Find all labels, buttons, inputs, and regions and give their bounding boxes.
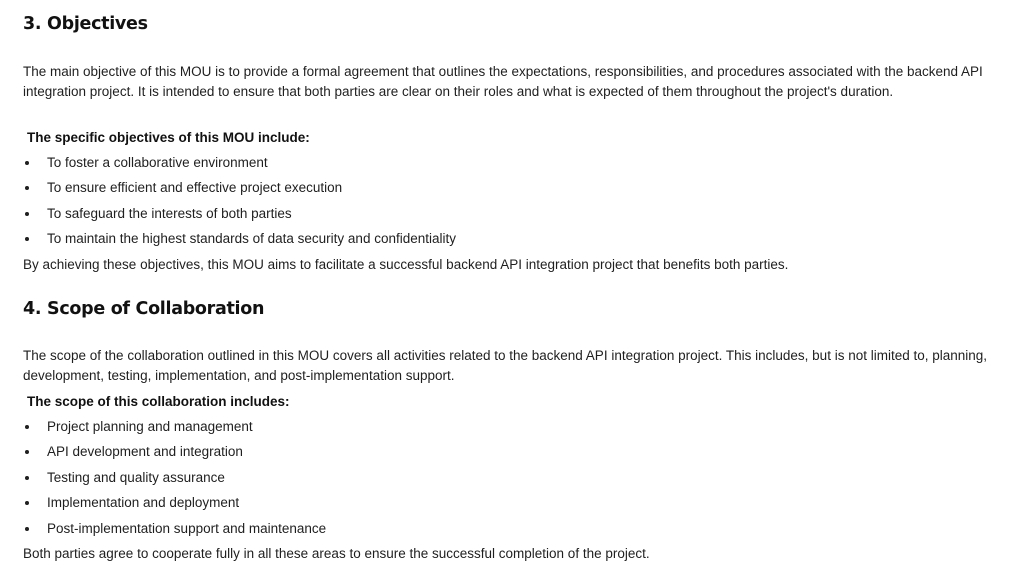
bullet-icon: [25, 186, 29, 190]
scope-subheading: The scope of this collaboration includes:: [27, 394, 290, 409]
list-item-text: To ensure efficient and effective project execution: [47, 180, 343, 196]
list-item: [23, 516, 998, 541]
list-item-text: To foster a collaborative environment: [47, 155, 268, 170]
bullet-icon: [25, 161, 29, 165]
list-item-text: Testing and quality assurance: [47, 469, 225, 485]
list-item-text: To maintain the highest standards of data security and confidentiality: [47, 231, 456, 247]
bullet-icon: [25, 237, 29, 241]
scope-conclusion-paragraph: Both parties agree to cooperate fully in all these areas to ensure the successful completion of the project.: [23, 546, 650, 561]
list-item-text: Project planning and management: [47, 419, 253, 434]
bullet-icon: [25, 212, 29, 216]
list-item-text: To safeguard the interests of both parties: [47, 205, 292, 221]
list-item: [23, 201, 998, 226]
list-item: [23, 175, 998, 200]
list-item: [23, 439, 998, 464]
scope-intro-paragraph: The scope of the collaboration outlined in this MOU covers all activities related to the backend API integration project. This includes, but is not limited to, planning, development, testing, implementation, and post-implementation support.: [23, 348, 988, 383]
list-item-text: API development and integration: [47, 444, 243, 460]
list-item: [23, 414, 998, 439]
bullet-icon: [25, 425, 29, 429]
list-item: [23, 465, 998, 490]
objectives-subheading: The specific objectives of this MOU include:: [27, 130, 310, 145]
objectives-intro-paragraph: The main objective of this MOU is to provide a formal agreement that outlines the expectations, responsibilities, and procedures associated with the backend API integration project. It is intended to ensure that both parties are clear on their roles and what is expected of them throughout the project's duration.: [23, 64, 983, 99]
bullet-icon: [25, 501, 29, 505]
bullet-icon: [25, 527, 29, 531]
bullet-icon: [25, 450, 29, 454]
bullet-icon: [25, 476, 29, 480]
list-item-text: Post-implementation support and maintenance: [47, 520, 327, 536]
list-item-text: Implementation and deployment: [47, 495, 240, 511]
scope-heading: 4. Scope of Collaboration: [23, 299, 265, 319]
list-item: [23, 150, 998, 175]
objectives-list: [23, 150, 998, 252]
scope-list: [23, 414, 998, 541]
objectives-conclusion-paragraph: By achieving these objectives, this MOU aims to facilitate a successful backend API integration project that benefits both parties.: [23, 257, 789, 272]
objectives-heading: 3. Objectives: [23, 14, 148, 34]
list-item: [23, 226, 998, 251]
list-item: [23, 490, 998, 515]
